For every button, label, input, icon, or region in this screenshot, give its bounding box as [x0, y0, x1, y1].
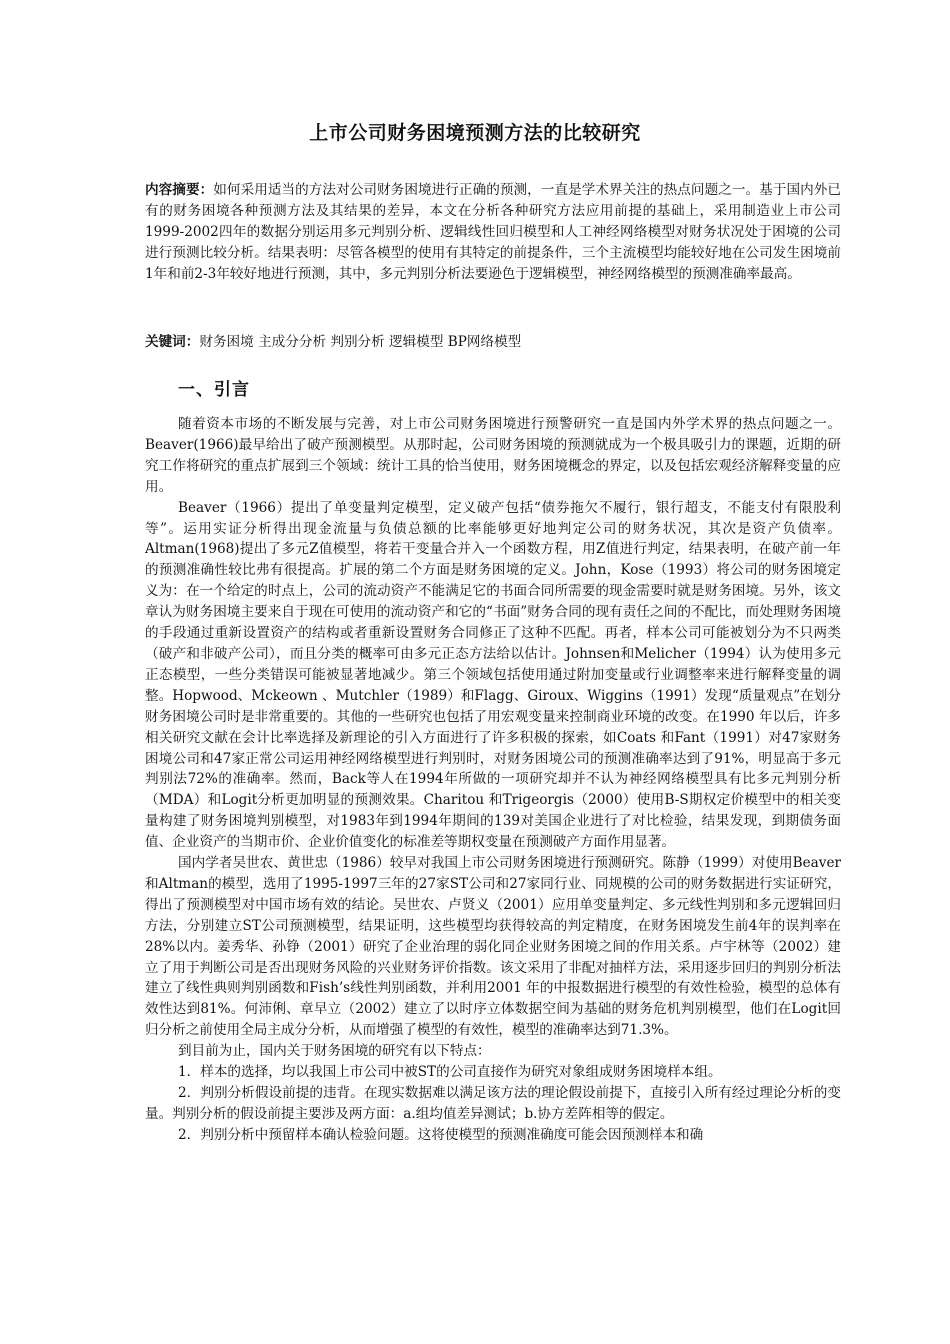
keywords: [145, 332, 841, 353]
paragraph: Beaver（1966）提出了单变量判定模型，定义破产包括“债券拖欠不履行，银行超支，不能支付有限股利等”。运用实证分析得出现金流量与负债总额的比率能够更好地判定公司的财务状况，其次是资产负债率。Altman(1968)提出了多元Z值模型，将若干变量合并入一个函数方程，用Z值进行判定，结果表明，在破产前一年的预测准确性较比弗有很提高。扩展的第二个方面是财务困境的定义。John，Kose（1993）将公司的财务困境定义为：在一个给定的时点上，公司的流动资产不能满足它的书面合同所需要的现金需要时就是财务困境。另外，该文章认为财务困境主要来自于现在可使用的流动资产和它的“书面”财务合同的现有责任之间的不配比，而处理财务困境的手段通过重新设置资产的结构或者重新设置财务合同修正了这种不匹配。再者，样本公司可能被划分为不只两类（破产和非破产公司），而且分类的概率可由多元正态方法给以估计。Johnsen和Melicher（1994）认为使用多元正态模型，一些分类错误可能被显著地减少。第三个领域包括使用通过附加变量或行业调整率来进行解释变量的调整。Hopwood、Mckeown 、Mutchler（1989）和Flagg、Giroux、Wiggins（1991）发现“质量观点”在划分财务困境公司时是非常重要的。其他的一些研究也包括了用宏观变量来控制商业环境的改变。在1990 年以后，许多相关研究文献在会计比率选择及新理论的引入方面进行了许多积极的探索，如Coats 和Fant（1991）对47家财务困境公司和47家正常公司运用神经网络模型进行判别时，对财务困境公司的预测准确率达到了91%，明显高于多元判别法72%的准确率。然而，Back等人在1994年所做的一项研究却并不认为神经网络模型具有比多元判别分析（MDA）和Logit分析更加明显的预测效果。Charitou 和Trigeorgis（2000）使用B-S期权定价模型中的相关变量构建了财务困境判别模型，对1983年到1994年期间的139对美国企业进行了对比检验，结果发现，到期债务面值、企业资产的当期市价、企业价值变化的标准差等期权变量在预测破产方面作用显著。: [145, 499, 841, 851]
section-body: [145, 414, 841, 1146]
list-item: 2．判别分析假设前提的违背。在现实数据难以满足该方法的理论假设前提下，直接引入所有经过理论分析的变量。判别分析的假设前提主要涉及两方面：a.组均值差异测试；b.协方差阵相等的假定。: [145, 1085, 841, 1122]
abstract-text: 如何采用适当的方法对公司财务困境进行正确的预测，一直是学术界关注的热点问题之一。基于国内外已有的财务困境各种预测方法及其结果的差异，本文在分析各种研究方法应用前提的基础上，采用制造业上市公司1999-2002四年的数据分别运用多元判别分析、逻辑线性回归模型和人工神经网络模型对财务状况处于困境的公司进行预测比较分析。结果表明：尽管各模型的使用有其特定的前提条件，三个主流模型均能较好地在公司发生困境前1年和前2-3年较好地进行预测，其中，多元判别分析法要逊色于逻辑模型，神经网络模型的预测准确率最高。: [145, 182, 842, 282]
paragraph: 到目前为止，国内关于财务困境的研究有以下特点：: [178, 1043, 491, 1060]
section-heading: 一、引言: [178, 380, 250, 400]
paragraph: 国内学者吴世农、黄世忠（1986）较早对我国上市公司财务困境进行预测研究。陈静（1999）对使用Beaver和Altman的模型，选用了1995-1997三年的27家ST公司和27家同行业、同规模的公司的财务数据进行实证研究，得出了预测模型对中国市场有效的结论。吴世农、卢贤义（2001）应用单变量判定、多元线性判别和多元逻辑回归方法，分别建立ST公司预测模型，结果证明，这些模型均获得较高的判定精度，在财务困境发生前4年的误判率在28%以内。姜秀华、孙铮（2001）研究了企业治理的弱化同企业财务困境之间的作用关系。卢宇林等（2002）建立了用于判断公司是否出现财务风险的兴业财务评价指数。该文采用了非配对抽样方法，采用逐步回归的判别分析法建立了线性典则判别函数和Fish’s线性判别函数，并利用2001 年的中报数据进行模型的有效性检验，模型的总体有效性达到81%。何沛俐、章早立（2002）建立了以时序立体数据空间为基础的财务危机判别模型，他们在Logit回归分析之前使用全局主成分分析，从而增强了模型的有效性，模型的准确率达到71.3%。: [145, 855, 841, 1039]
list-item: 2．判别分析中预留样本确认检验问题。这将使模型的预测准确度可能会因预测样本和确: [178, 1126, 704, 1143]
list-item: 1．样本的选择，均以我国上市公司中被ST的公司直接作为研究对象组成财务困境样本组。: [178, 1064, 722, 1081]
abstract-label: 内容摘要：: [145, 182, 214, 198]
abstract: [145, 180, 841, 285]
keywords-text: 财务困境 主成分分析 判别分析 逻辑模型 BP网络模型: [199, 334, 522, 350]
keywords-label: 关键词：: [145, 334, 200, 350]
paragraph: 随着资本市场的不断发展与完善，对上市公司财务困境进行预警研究一直是国内外学术界的热点问题之一。Beaver(1966)最早给出了破产预测模型。从那时起，公司财务困境的预测就成为一个极具吸引力的课题，近期的研究工作将研究的重点扩展到三个领域：统计工具的恰当使用，财务困境概念的界定，以及包括宏观经济解释变量的应用。: [145, 416, 841, 495]
paper-title: 上市公司财务困境预测方法的比较研究: [309, 122, 641, 144]
